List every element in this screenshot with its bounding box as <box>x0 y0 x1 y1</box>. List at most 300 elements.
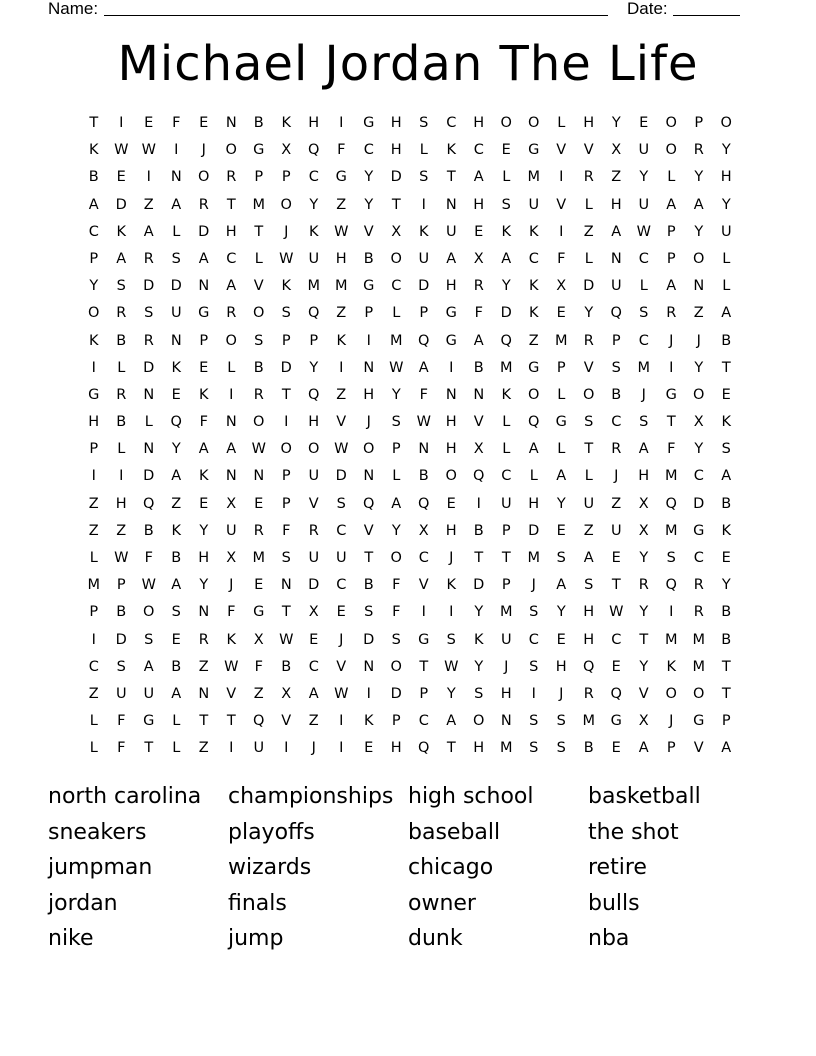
grid-letter: L <box>172 713 181 730</box>
grid-letter: D <box>170 278 182 295</box>
grid-letter: C <box>336 522 347 539</box>
grid-letter: E <box>309 631 319 648</box>
grid-letter: W <box>279 631 294 648</box>
grid-letter: S <box>639 414 649 431</box>
grid-letter: O <box>225 332 237 349</box>
grid-letter: F <box>667 441 676 458</box>
word-list-item: finals <box>228 890 287 916</box>
grid-letter: A <box>171 468 182 485</box>
grid-letter: N <box>418 441 430 458</box>
grid-letter: O <box>225 142 237 159</box>
date-blank-line <box>673 0 740 16</box>
grid-letter: E <box>556 305 566 322</box>
grid-letter: H <box>225 223 237 240</box>
grid-letter: N <box>363 359 375 376</box>
grid-letter: T <box>226 196 236 213</box>
name-blank-line <box>104 0 608 16</box>
grid-letter: T <box>89 115 99 131</box>
grid-letter: Y <box>556 495 566 512</box>
grid-letter: U <box>308 250 320 267</box>
grid-letter: N <box>473 386 485 403</box>
grid-letter: V <box>308 495 319 512</box>
word-list-item: wizards <box>228 855 312 881</box>
grid-letter: A <box>473 169 484 186</box>
grid-letter: A <box>501 250 512 267</box>
grid-letter: F <box>172 115 181 131</box>
grid-letter: P <box>419 305 429 322</box>
grid-letter: A <box>226 278 237 295</box>
grid-letter: R <box>308 522 319 539</box>
grid-row <box>80 491 740 518</box>
grid-letter: K <box>501 386 511 403</box>
grid-letter: I <box>421 196 426 213</box>
grid-letter: P <box>391 441 401 458</box>
grid-letter: W <box>334 223 349 240</box>
grid-letter: G <box>693 713 705 730</box>
grid-letter: Y <box>89 278 99 295</box>
grid-letter: J <box>614 468 619 485</box>
grid-letter: V <box>226 685 237 702</box>
grid-letter: I <box>366 332 371 349</box>
grid-letter: R <box>253 522 264 539</box>
grid-letter: A <box>446 713 457 730</box>
grid-letter: U <box>253 740 265 757</box>
grid-letter: S <box>446 631 456 648</box>
grid-letter: Q <box>418 740 430 757</box>
grid-letter: B <box>418 468 429 485</box>
grid-letter: E <box>611 658 621 675</box>
grid-letter: O <box>445 468 457 485</box>
grid-letter: L <box>227 359 236 376</box>
grid-letter: J <box>201 142 206 159</box>
grid-letter: X <box>281 685 292 702</box>
grid-letter: H <box>445 522 457 539</box>
grid-letter: G <box>143 713 155 730</box>
grid-letter: L <box>117 359 126 376</box>
grid-letter: E <box>364 740 374 757</box>
grid-letter: U <box>500 495 512 512</box>
grid-letter: X <box>611 142 622 159</box>
grid-letter: Y <box>694 441 704 458</box>
grid-letter: N <box>445 196 457 213</box>
grid-letter: Y <box>199 522 209 539</box>
grid-letter: O <box>280 441 292 458</box>
grid-letter: K <box>501 223 511 240</box>
grid-letter: S <box>116 278 126 295</box>
grid-letter: V <box>281 713 292 730</box>
word-list-item: north carolina <box>48 784 202 809</box>
grid-letter: C <box>528 250 539 267</box>
grid-letter: C <box>363 142 374 159</box>
grid-letter: B <box>721 332 732 349</box>
grid-letter: U <box>500 631 512 648</box>
grid-letter: Y <box>639 550 649 566</box>
grid-letter: L <box>639 278 648 295</box>
grid-row <box>80 572 740 599</box>
grid-letter: B <box>473 359 484 376</box>
grid-letter: V <box>363 223 374 240</box>
word-list-item: retire <box>588 855 647 881</box>
grid-letter: M <box>499 740 513 757</box>
grid-letter: Y <box>364 196 374 213</box>
grid-letter: A <box>226 441 237 458</box>
grid-letter: L <box>557 115 566 131</box>
grid-letter: V <box>583 142 594 159</box>
grid-letter: E <box>254 495 264 512</box>
grid-letter: W <box>389 359 404 376</box>
grid-letter: P <box>89 604 99 621</box>
grid-letter: H <box>88 414 100 431</box>
grid-letter: L <box>502 169 511 186</box>
grid-letter: A <box>198 250 209 267</box>
grid-letter: L <box>117 441 126 458</box>
grid-letter: K <box>473 631 484 648</box>
grid-letter: A <box>721 468 732 485</box>
grid-letter: O <box>693 386 705 403</box>
grid-letter: H <box>583 631 595 648</box>
grid-letter: M <box>252 550 265 566</box>
grid-letter: V <box>363 522 374 539</box>
grid-letter: P <box>501 577 511 594</box>
grid-letter: Z <box>88 495 99 512</box>
grid-letter: U <box>720 223 732 240</box>
grid-letter: P <box>419 685 429 702</box>
grid-letter: G <box>665 386 677 403</box>
grid-letter: Y <box>364 169 374 186</box>
grid-letter: P <box>116 577 126 594</box>
grid-row <box>80 463 740 490</box>
grid-letter: T <box>501 550 511 566</box>
grid-letter: T <box>639 631 649 648</box>
grid-letter: Z <box>336 196 347 213</box>
grid-letter: S <box>336 495 346 512</box>
grid-letter: Y <box>474 658 484 675</box>
grid-letter: P <box>199 332 209 349</box>
grid-letter: H <box>610 196 622 213</box>
grid-letter: R <box>198 631 209 648</box>
grid-letter: Y <box>694 223 704 240</box>
grid-letter: N <box>170 332 182 349</box>
grid-letter: K <box>198 468 209 485</box>
grid-letter: E <box>116 169 126 186</box>
grid-letter: Y <box>721 196 731 213</box>
grid-letter: Z <box>611 495 622 512</box>
grid-letter: X <box>418 522 429 539</box>
grid-letter: B <box>611 386 622 403</box>
grid-letter: V <box>336 414 347 431</box>
grid-letter: E <box>199 359 209 376</box>
grid-letter: H <box>390 740 402 757</box>
grid-letter: Z <box>336 305 347 322</box>
grid-letter: C <box>336 577 347 594</box>
grid-letter: W <box>224 658 239 675</box>
grid-letter: D <box>308 577 320 594</box>
grid-letter: W <box>416 414 431 431</box>
word-list-item: the shot <box>588 819 679 845</box>
grid-letter: W <box>334 441 349 458</box>
grid-letter: S <box>364 604 374 621</box>
grid-letter: B <box>253 359 264 376</box>
grid-letter: B <box>116 604 127 621</box>
grid-letter: B <box>171 658 182 675</box>
date-label: Date: <box>627 0 668 18</box>
grid-letter: A <box>556 577 567 594</box>
grid-letter: Q <box>610 685 622 702</box>
grid-letter: S <box>556 550 566 566</box>
grid-letter: I <box>284 414 289 431</box>
grid-letter: S <box>529 658 539 675</box>
grid-letter: B <box>253 115 264 131</box>
grid-letter: T <box>611 577 621 594</box>
grid-letter: D <box>528 522 540 539</box>
grid-letter: Q <box>500 332 512 349</box>
grid-letter: B <box>721 495 732 512</box>
word-list-item: owner <box>408 890 476 916</box>
grid-letter: H <box>335 250 347 267</box>
grid-letter: B <box>116 332 127 349</box>
grid-letter: Y <box>721 142 731 159</box>
word-list-item: jumpman <box>48 855 153 881</box>
grid-letter: X <box>253 631 264 648</box>
grid-letter: F <box>117 713 126 730</box>
grid-letter: Y <box>639 604 649 621</box>
grid-letter: Z <box>583 223 594 240</box>
grid-letter: P <box>666 740 676 757</box>
grid-letter: S <box>254 332 264 349</box>
grid-letter: Q <box>528 414 540 431</box>
grid-letter: L <box>722 250 731 267</box>
grid-letter: O <box>473 713 485 730</box>
grid-letter: L <box>502 441 511 458</box>
grid-letter: G <box>610 713 622 730</box>
grid-letter: L <box>667 169 676 186</box>
grid-letter: K <box>171 359 181 376</box>
grid-letter: T <box>666 414 676 431</box>
grid-letter: W <box>334 685 349 702</box>
grid-letter: Q <box>610 305 622 322</box>
grid-letter: O <box>198 169 210 186</box>
grid-letter: A <box>88 196 99 213</box>
grid-letter: E <box>446 495 456 512</box>
grid-letter: H <box>528 495 540 512</box>
grid-letter: S <box>116 658 126 675</box>
grid-letter: L <box>144 414 153 431</box>
puzzle-title: Michael Jordan The Life <box>117 36 699 92</box>
grid-letter: A <box>638 441 649 458</box>
grid-row <box>80 654 740 681</box>
grid-letter: Y <box>694 169 704 186</box>
grid-letter: P <box>281 495 291 512</box>
grid-letter: A <box>308 685 319 702</box>
grid-letter: N <box>225 414 237 431</box>
grid-letter: O <box>665 142 677 159</box>
grid-letter: A <box>171 196 182 213</box>
grid-letter: B <box>171 550 182 566</box>
grid-row <box>80 192 740 219</box>
grid-letter: J <box>559 685 564 702</box>
grid-letter: Z <box>88 522 99 539</box>
grid-letter: I <box>229 740 234 757</box>
grid-row <box>80 708 740 735</box>
grid-letter: T <box>474 550 484 566</box>
grid-letter: X <box>556 278 567 295</box>
grid-letter: O <box>88 305 100 322</box>
grid-letter: M <box>389 332 403 349</box>
grid-letter: S <box>281 305 291 322</box>
grid-letter: S <box>419 115 429 131</box>
grid-letter: I <box>339 713 344 730</box>
grid-letter: E <box>254 577 264 594</box>
grid-letter: C <box>693 550 704 566</box>
grid-letter: L <box>172 740 181 757</box>
grid-letter: I <box>339 115 344 131</box>
grid-letter: S <box>144 305 154 322</box>
grid-letter: Y <box>199 577 209 594</box>
grid-letter: D <box>143 468 155 485</box>
grid-letter: B <box>281 658 292 675</box>
grid-letter: R <box>116 386 127 403</box>
grid-letter: C <box>226 250 237 267</box>
grid-letter: S <box>639 305 649 322</box>
word-list-item: jordan <box>48 890 118 916</box>
word-list-item: bulls <box>588 890 640 916</box>
grid-letter: M <box>252 196 265 213</box>
grid-letter: H <box>500 685 512 702</box>
grid-letter: E <box>171 386 181 403</box>
grid-letter: B <box>583 740 594 757</box>
grid-letter: D <box>583 278 595 295</box>
grid-letter: A <box>198 441 209 458</box>
grid-letter: H <box>445 441 457 458</box>
grid-row <box>80 300 740 327</box>
grid-letter: J <box>311 740 316 757</box>
grid-letter: K <box>446 142 456 159</box>
grid-letter: E <box>199 495 209 512</box>
grid-letter: S <box>391 631 401 648</box>
grid-letter: O <box>720 115 732 131</box>
grid-letter: R <box>693 142 704 159</box>
grid-letter: F <box>337 142 346 159</box>
grid-letter: O <box>665 115 677 131</box>
grid-letter: H <box>198 550 210 566</box>
grid-letter: I <box>669 604 674 621</box>
grid-letter: I <box>559 169 564 186</box>
grid-letter: U <box>335 550 347 566</box>
grid-letter: G <box>198 305 210 322</box>
grid-letter: V <box>473 414 484 431</box>
grid-letter: P <box>391 713 401 730</box>
grid-letter: C <box>418 550 429 566</box>
grid-letter: Q <box>143 495 155 512</box>
grid-letter: K <box>528 223 539 240</box>
grid-letter: H <box>583 604 595 621</box>
grid-letter: S <box>721 441 731 458</box>
grid-letter: C <box>528 631 539 648</box>
word-list-item: baseball <box>408 819 501 845</box>
grid-letter: Y <box>611 115 621 131</box>
grid-letter: K <box>336 332 346 349</box>
grid-letter: T <box>419 658 429 675</box>
grid-letter: U <box>225 522 237 539</box>
word-list-item: jump <box>228 926 284 952</box>
grid-letter: I <box>119 115 124 131</box>
grid-letter: C <box>501 468 512 485</box>
grid-letter: J <box>284 223 289 240</box>
grid-letter: P <box>309 332 319 349</box>
grid-letter: U <box>308 468 320 485</box>
grid-row <box>80 355 740 382</box>
grid-letter: Q <box>665 577 677 594</box>
grid-row <box>80 246 740 273</box>
grid-letter: G <box>88 386 100 403</box>
grid-letter: O <box>665 685 677 702</box>
grid-letter: U <box>638 196 650 213</box>
grid-letter: M <box>582 713 595 730</box>
grid-letter: A <box>391 495 402 512</box>
grid-letter: P <box>281 332 291 349</box>
grid-letter: Y <box>721 577 731 594</box>
grid-letter: T <box>254 223 264 240</box>
grid-letter: O <box>280 196 292 213</box>
grid-row <box>80 518 740 545</box>
grid-letter: S <box>171 604 181 621</box>
grid-letter: H <box>363 386 375 403</box>
grid-letter: X <box>308 604 319 621</box>
grid-letter: H <box>583 115 595 131</box>
grid-letter: U <box>308 550 320 566</box>
grid-letter: S <box>501 196 511 213</box>
grid-letter: R <box>666 305 677 322</box>
grid-letter: M <box>637 359 650 376</box>
grid-letter: D <box>500 305 512 322</box>
grid-letter: K <box>281 115 291 131</box>
grid-letter: O <box>390 250 402 267</box>
grid-letter: A <box>143 223 154 240</box>
grid-letter: A <box>446 250 457 267</box>
grid-letter: R <box>583 169 594 186</box>
grid-letter: X <box>473 250 484 267</box>
grid-letter: C <box>88 658 99 675</box>
grid-letter: L <box>584 468 593 485</box>
grid-letter: U <box>418 250 430 267</box>
grid-letter: N <box>363 658 375 675</box>
grid-letter: J <box>669 713 674 730</box>
grid-letter: A <box>418 359 429 376</box>
grid-letter: S <box>584 577 594 594</box>
grid-letter: H <box>473 196 485 213</box>
grid-letter: Y <box>639 658 649 675</box>
grid-letter: L <box>419 142 428 159</box>
grid-letter: O <box>390 550 402 566</box>
grid-letter: M <box>554 332 568 349</box>
grid-letter: W <box>141 142 156 159</box>
grid-letter: L <box>502 414 511 431</box>
grid-letter: N <box>280 577 292 594</box>
grid-letter: N <box>253 468 265 485</box>
grid-letter: F <box>419 386 428 403</box>
grid-letter: D <box>473 577 485 594</box>
grid-letter: H <box>638 468 650 485</box>
grid-letter: T <box>226 713 236 730</box>
grid-letter: Y <box>639 169 649 186</box>
grid-letter: M <box>527 169 540 186</box>
grid-row <box>80 436 740 463</box>
grid-letter: G <box>363 278 375 295</box>
grid-letter: F <box>474 305 483 322</box>
grid-letter: D <box>390 169 402 186</box>
grid-letter: F <box>254 658 263 675</box>
grid-letter: K <box>446 577 456 594</box>
